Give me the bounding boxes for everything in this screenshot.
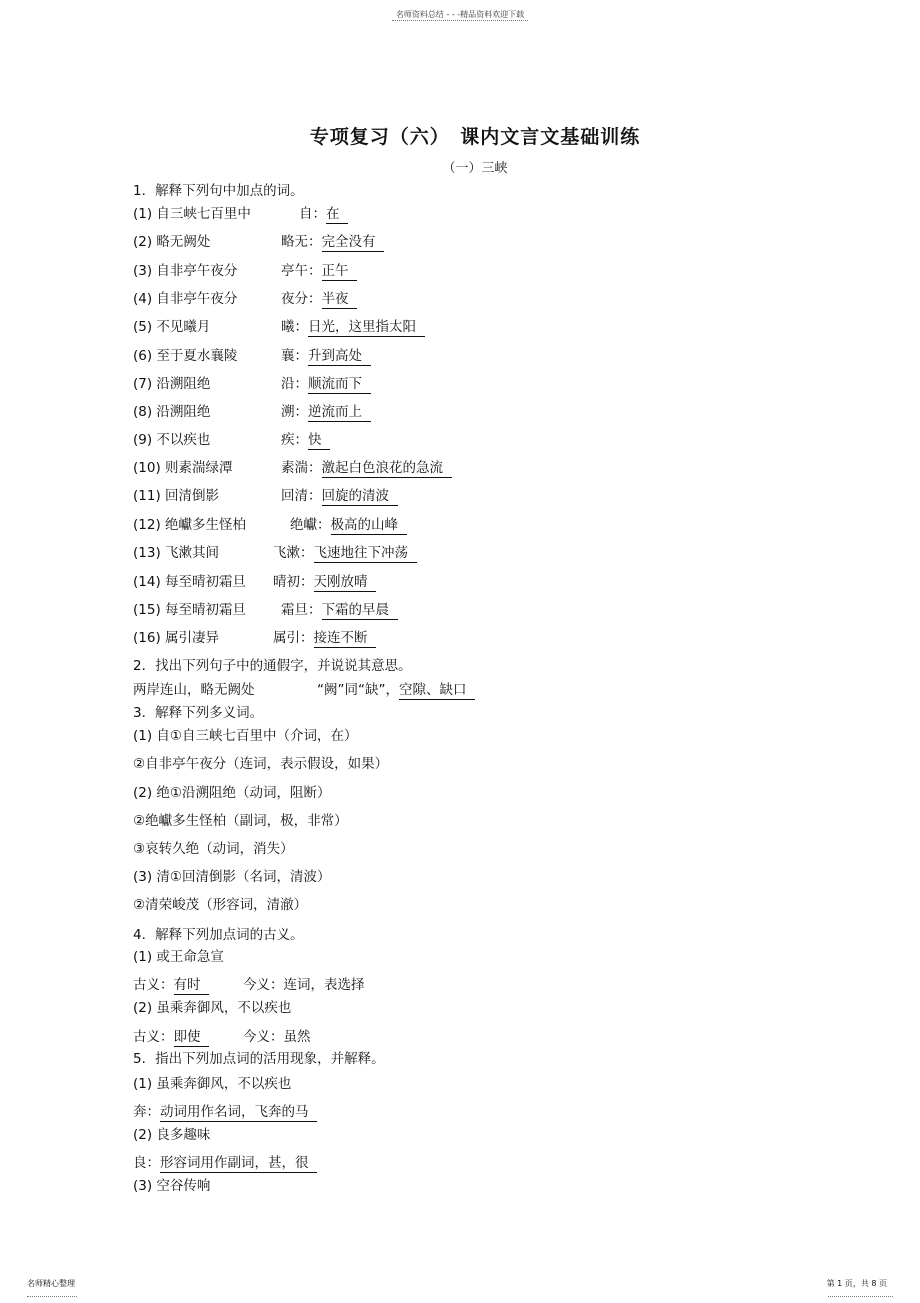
line-text: ②清荣峻茂（形容词，清澈） xyxy=(133,897,308,913)
line-text: (4) 自非亭午夜分 xyxy=(133,291,238,307)
line-text: (15) 每至晴初霜旦 xyxy=(133,602,247,618)
line-text: 3．解释下列多义词。 xyxy=(133,705,264,721)
page-title: 专项复习（六） 课内文言文基础训练 xyxy=(309,126,641,148)
line-19 xyxy=(133,704,263,722)
answer-underlined: 有时 xyxy=(173,977,210,993)
line-9 xyxy=(133,431,331,449)
modern-meaning: 今义：连词，表选择 xyxy=(243,977,365,993)
line-text: 古义： xyxy=(133,1029,174,1045)
answer-underlined: 飞速地往下冲荡 xyxy=(313,545,417,561)
line-text: (1) 自①自三峡七百里中（介词，在） xyxy=(133,728,358,744)
line-text: (9) 不以疾也 xyxy=(133,432,211,448)
line-text: (2) 绝①沿溯阻绝（动词，阻断） xyxy=(133,785,331,801)
line-text: (8) 沿溯阻绝 xyxy=(133,404,211,420)
answer-underlined: 下霜的早晨 xyxy=(321,602,398,618)
line-text: 古义： xyxy=(133,977,174,993)
answer-underlined: 形容词用作副词，甚，很 xyxy=(160,1155,318,1171)
line-8 xyxy=(133,403,371,421)
line-text: 1．解释下列句中加点的词。 xyxy=(133,183,304,199)
answer-label: 襄：升到高处 xyxy=(281,348,371,364)
line-31 xyxy=(133,1028,311,1046)
line-text: (3) 空谷传响 xyxy=(133,1178,211,1194)
answer-underlined: 正午 xyxy=(321,263,358,279)
line-text: 4．解释下列加点词的古义。 xyxy=(133,927,304,943)
line-text: (5) 不见曦月 xyxy=(133,319,211,335)
line-text: (1) 虽乘奔御风，不以疾也 xyxy=(133,1076,292,1092)
line-3 xyxy=(133,262,358,280)
line-36 xyxy=(133,1154,317,1172)
line-25 xyxy=(133,868,331,886)
answer-underlined: 空隙、缺口 xyxy=(398,682,476,698)
line-37 xyxy=(133,1177,210,1195)
line-16 xyxy=(133,629,377,647)
answer-underlined: 顺流而下 xyxy=(308,376,371,392)
answer-label: 绝巘：极高的山峰 xyxy=(290,517,407,533)
line-14 xyxy=(133,573,377,591)
answer-label: 沿：顺流而下 xyxy=(281,376,371,392)
line-text: (1) 自三峡七百里中 xyxy=(133,206,251,222)
line-text: (2) 虽乘奔御风，不以疾也 xyxy=(133,1000,292,1016)
line-17 xyxy=(133,657,412,675)
line-text: (6) 至于夏水襄陵 xyxy=(133,348,238,364)
answer-label: 回清：回旋的清波 xyxy=(281,488,398,504)
answer-label: 曦：日光，这里指太阳 xyxy=(281,319,425,335)
line-6 xyxy=(133,347,371,365)
answer-label: 亭午：正午 xyxy=(281,263,358,279)
line-text: 奔： xyxy=(133,1104,160,1120)
line-23 xyxy=(133,812,348,830)
line-text: ③哀转久绝（动词，消失） xyxy=(133,841,294,857)
answer-underlined: 完全没有 xyxy=(321,234,385,250)
line-text: (7) 沿溯阻绝 xyxy=(133,376,211,392)
line-text: ②绝巘多生怪柏（副词，极，非常） xyxy=(133,813,348,829)
line-24 xyxy=(133,840,294,858)
line-text: (2) 良多趣味 xyxy=(133,1127,211,1143)
line-text: (1) 或王命急宣 xyxy=(133,949,224,965)
section-subtitle: （一）三峡 xyxy=(442,161,508,176)
answer-label: 晴初：天刚放晴 xyxy=(273,574,377,590)
line-text: 5．指出下列加点词的活用现象，并解释。 xyxy=(133,1051,385,1067)
line-7 xyxy=(133,375,371,393)
line-2 xyxy=(133,233,385,251)
line-26 xyxy=(133,896,307,914)
modern-meaning: 今义：虽然 xyxy=(243,1029,311,1045)
line-text: 良： xyxy=(133,1155,160,1171)
answer-label: “阙”同“缺”，空隙、缺口 xyxy=(317,682,476,698)
answer-underlined: 在 xyxy=(326,206,349,222)
line-28 xyxy=(133,948,224,966)
line-text: (11) 回清倒影 xyxy=(133,488,220,504)
line-text: (10) 则素湍绿潭 xyxy=(133,460,233,476)
line-11 xyxy=(133,487,398,505)
answer-underlined: 快 xyxy=(308,432,331,448)
line-text: (14) 每至晴初霜旦 xyxy=(133,574,247,590)
line-32 xyxy=(133,1050,385,1068)
answer-label: 略无：完全没有 xyxy=(281,234,385,250)
answer-label: 溯：逆流而上 xyxy=(281,404,371,420)
header-divider xyxy=(392,20,528,21)
answer-label: 属引：接连不断 xyxy=(273,630,377,646)
answer-underlined: 接连不断 xyxy=(313,630,377,646)
answer-label: 自：在 xyxy=(299,206,349,222)
line-33 xyxy=(133,1075,291,1093)
answer-underlined: 回旋的清波 xyxy=(321,488,398,504)
line-18 xyxy=(133,681,476,699)
line-text: (16) 属引凄异 xyxy=(133,630,220,646)
line-27 xyxy=(133,926,304,944)
line-0 xyxy=(133,182,304,200)
line-10 xyxy=(133,459,452,477)
line-text: (3) 自非亭午夜分 xyxy=(133,263,238,279)
line-4 xyxy=(133,290,358,308)
footer-divider-right xyxy=(828,1296,893,1297)
answer-underlined: 日光，这里指太阳 xyxy=(308,319,425,335)
answer-underlined: 即使 xyxy=(173,1029,210,1045)
line-text: ②自非亭午夜分（连词，表示假设，如果） xyxy=(133,756,389,772)
line-35 xyxy=(133,1126,210,1144)
answer-label: 飞漱：飞速地往下冲荡 xyxy=(273,545,417,561)
answer-label: 夜分：半夜 xyxy=(281,291,358,307)
answer-label: 疾：快 xyxy=(281,432,331,448)
footer-divider-left xyxy=(27,1296,77,1297)
line-22 xyxy=(133,784,331,802)
line-12 xyxy=(133,516,407,534)
answer-label: 素湍：激起白色浪花的急流 xyxy=(281,460,452,476)
answer-underlined: 天刚放晴 xyxy=(313,574,377,590)
answer-underlined: 动词用作名词，飞奔的马 xyxy=(160,1104,318,1120)
answer-label: 霜旦：下霜的早晨 xyxy=(281,602,398,618)
answer-underlined: 逆流而上 xyxy=(308,404,371,420)
line-30 xyxy=(133,999,291,1017)
answer-underlined: 半夜 xyxy=(321,291,358,307)
answer-underlined: 极高的山峰 xyxy=(330,517,407,533)
answer-underlined: 升到高处 xyxy=(308,348,371,364)
line-34 xyxy=(133,1103,317,1121)
page-header-text: 名师资料总结 - - -精品资料欢迎下载 xyxy=(395,10,525,19)
line-20 xyxy=(133,727,358,745)
line-13 xyxy=(133,544,417,562)
footer-left-text: 名师精心整理 xyxy=(27,1279,75,1288)
line-5 xyxy=(133,318,425,336)
line-text: (12) 绝巘多生怪柏 xyxy=(133,517,247,533)
line-text: 两岸连山，略无阙处 xyxy=(133,682,255,698)
line-text: (13) 飞漱其间 xyxy=(133,545,220,561)
line-text: (3) 清①回清倒影（名词，清波） xyxy=(133,869,331,885)
line-15 xyxy=(133,601,398,619)
line-29 xyxy=(133,976,365,994)
line-text: (2) 略无阙处 xyxy=(133,234,211,250)
line-21 xyxy=(133,755,388,773)
line-1 xyxy=(133,205,349,223)
answer-underlined: 激起白色浪花的急流 xyxy=(321,460,452,476)
page-number: 第 1 页，共 8 页 xyxy=(826,1279,887,1288)
line-text: 2．找出下列句子中的通假字，并说说其意思。 xyxy=(133,658,412,674)
